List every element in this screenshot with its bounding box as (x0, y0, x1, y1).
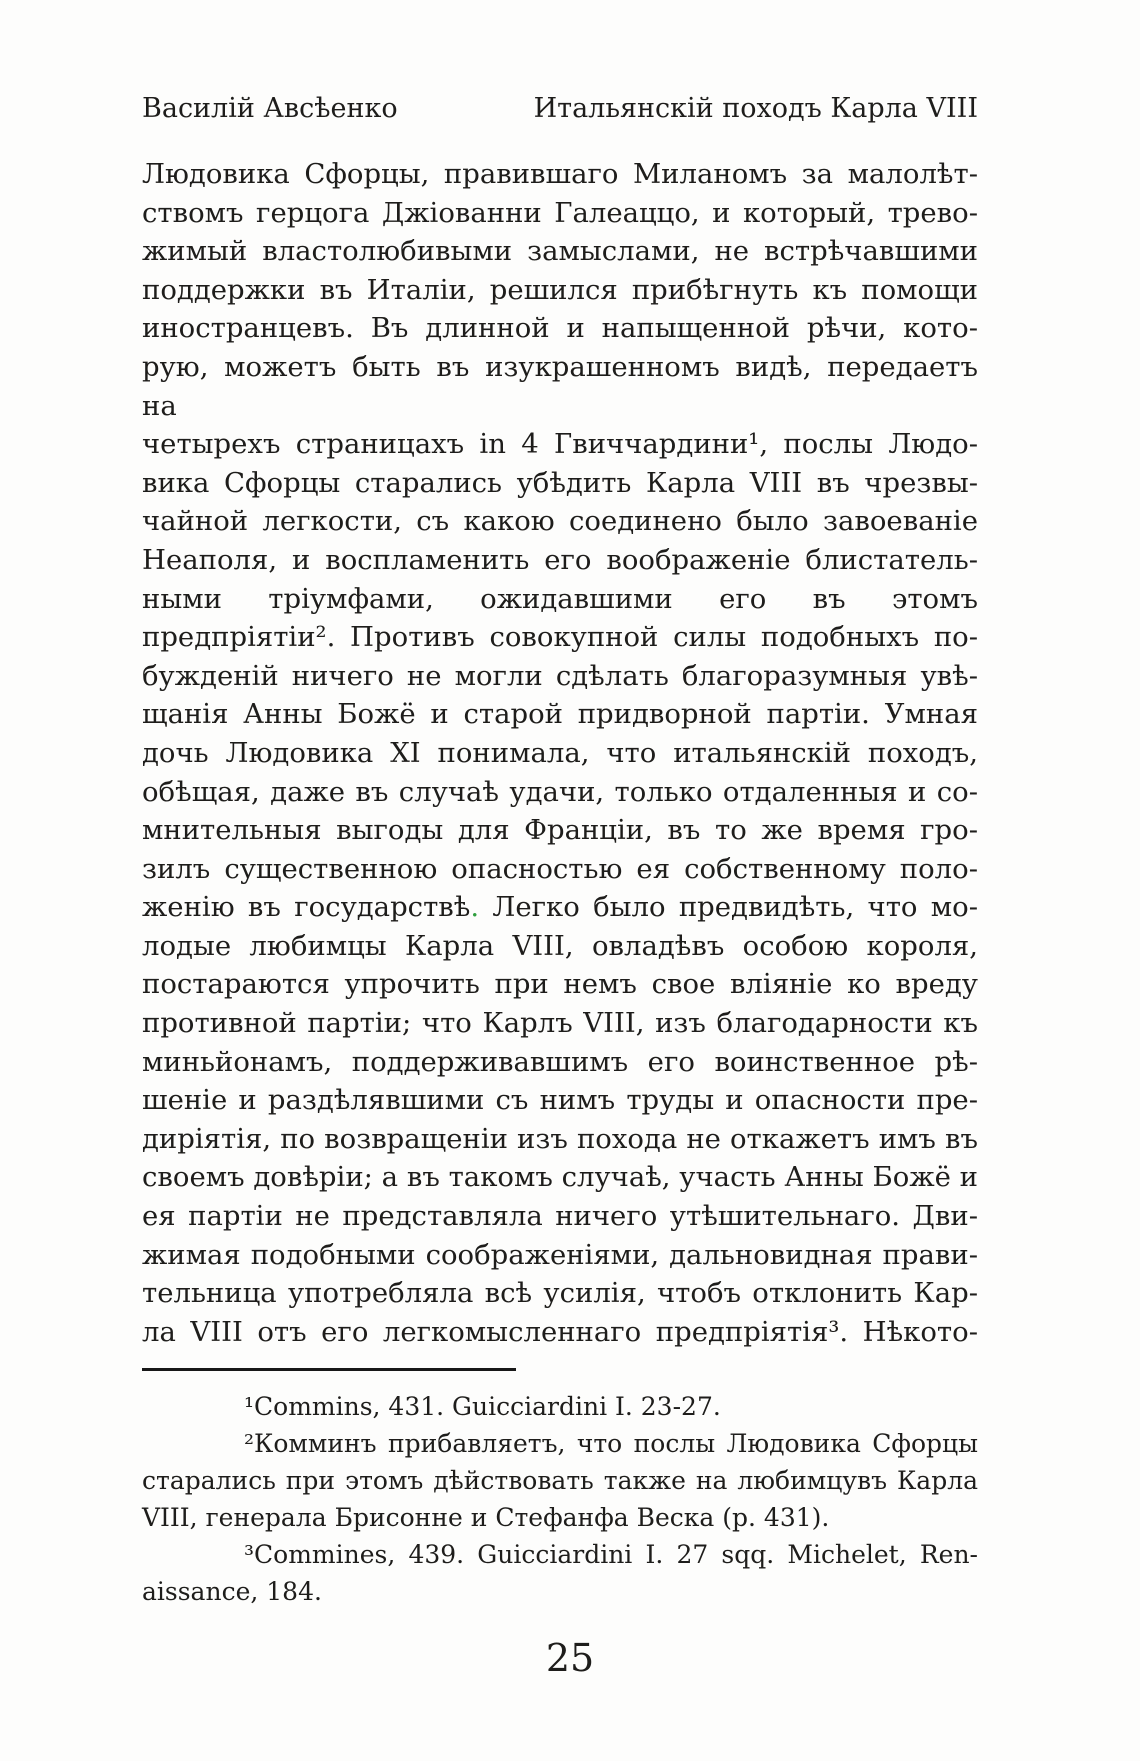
body-line (142, 1236, 978, 1275)
body-line (142, 580, 978, 619)
footnote-line: старались при этомъ дѣйствовать также на любимцувъ Карла (142, 1466, 978, 1495)
footnote-line: ²Комминъ прибавляетъ, что послы Людовика Сфорцы (244, 1429, 978, 1458)
header-author: Василій Авсѣенко (142, 93, 398, 124)
body-line (142, 1043, 978, 1082)
text-segment: рую, можетъ быть въ изукрашенномъ видѣ, передаетъ на (142, 350, 978, 422)
text-segment: шеніе и раздѣлявшими съ нимъ труды и опасности пре- (142, 1084, 978, 1117)
footnote-line: ¹Commins, 431. Guicciardini I. 23-27. (244, 1392, 721, 1421)
text-segment: вика Сфорцы старались убѣдить Карла VIII въ чрезвы- (142, 466, 978, 499)
text-segment: зилъ существенною опасностью ея собственному поло- (142, 852, 978, 885)
body-line (142, 1120, 978, 1159)
body-line (142, 425, 978, 464)
page-number: 25 (545, 1636, 595, 1680)
body-line (142, 271, 978, 310)
text-segment: Легко было предвидѣть, что мо- (479, 891, 978, 924)
text-segment: ными тріумфами, ожидавшими его въ этомъ (142, 582, 978, 615)
text-segment: жимый властолюбивыми замыслами, не встрѣчавшими (142, 235, 978, 268)
body-line (142, 965, 978, 1004)
body-line (142, 1313, 978, 1352)
text-segment: обѣщая, даже въ случаѣ удачи, только отдаленныя и со- (142, 775, 978, 808)
footnote-divider (142, 1368, 516, 1371)
text-segment: Неаполя, и воспламенить его воображеніе блистатель- (142, 543, 978, 576)
text-segment: иностранцевъ. Въ длинной и напыщенной рѣчи, кото- (142, 312, 978, 345)
body-line (142, 232, 978, 271)
text-segment: Людовика Сфорцы, правившаго Миланомъ за малолѣт- (142, 158, 978, 190)
body-line (142, 194, 978, 233)
body-line (142, 1158, 978, 1197)
text-segment: тельница употребляла всѣ усилія, чтобъ отклонить Кар- (142, 1277, 978, 1310)
text-segment: лодые любимцы Карла VIII, овладѣвъ особою короля, (142, 929, 978, 962)
body-line (142, 1081, 978, 1120)
text-segment: ея партіи не представляла ничего утѣшительнаго. Дви- (142, 1200, 978, 1233)
text-segment: своемъ довѣріи; а въ такомъ случаѣ, участь Анны Божё и (142, 1161, 978, 1194)
body-line (142, 348, 978, 425)
body-line (142, 1197, 978, 1236)
text-segment: ла VIII отъ его легкомысленнаго предпріятія³. Нѣкото- (142, 1315, 978, 1348)
body-line (142, 1274, 978, 1313)
text-segment: женію въ государствѣ (142, 891, 471, 924)
body-line (142, 464, 978, 503)
body-line (142, 927, 978, 966)
text-segment: поддержки въ Италіи, решился прибѣгнуть къ помощи (142, 273, 978, 306)
body-line (142, 155, 978, 194)
text-segment: ствомъ герцога Джіованни Галеаццо, и который, трево- (142, 196, 978, 229)
body-line (142, 695, 978, 734)
footnotes (142, 1388, 978, 1610)
body-line (142, 502, 978, 541)
body-line (142, 541, 978, 580)
text-segment: диріятія, по возвращеніи изъ похода не откажетъ имъ въ (142, 1122, 978, 1155)
body-line (142, 850, 978, 889)
text-segment: миньйонамъ, поддерживавшимъ его воинственное рѣ- (142, 1045, 978, 1078)
running-header (142, 90, 978, 128)
body-line (142, 811, 978, 850)
text-segment: дочь Людовика XI понимала, что итальянскій походъ, (142, 736, 978, 769)
text-segment: предпріятіи². Противъ совокупной силы подобныхъ по- (142, 621, 978, 654)
header-title: Итальянскій походъ Карла VIII (533, 93, 978, 124)
text-segment: жимая подобными соображеніями, дальновидная прави- (142, 1238, 978, 1271)
text-segment: четырехъ страницахъ in 4 Гвиччардини¹, послы Людо- (142, 428, 978, 461)
text-segment: бужденій ничего не могли сдѣлать благоразумныя увѣ- (142, 659, 978, 692)
body-line (142, 773, 978, 812)
body-line (142, 734, 978, 773)
body-text (142, 155, 978, 1351)
footnote-line: aissance, 184. (142, 1577, 322, 1606)
text-segment: щанія Анны Божё и старой придворной партіи. Умная (142, 698, 978, 731)
text-segment: мнительныя выгоды для Франціи, въ то же время гро- (142, 814, 978, 847)
body-line (142, 618, 978, 657)
footnote-line: VIII, генерала Брисонне и Стефанфа Веска (p. 431). (142, 1503, 830, 1532)
body-line (142, 657, 978, 696)
text-segment: чайной легкости, съ какою соединено было завоеваніе (142, 505, 978, 538)
text-segment: противной партіи; что Карлъ VIII, изъ благодарности къ (142, 1007, 978, 1040)
body-line (142, 309, 978, 348)
body-line (142, 888, 978, 927)
footnote-line: ³Commines, 439. Guicciardini I. 27 sqq. Michelet, Ren- (244, 1540, 978, 1569)
text-segment: постараются упрочить при немъ свое вліяніе ко вреду (142, 968, 978, 1001)
highlighted-period: . (470, 891, 480, 924)
body-line (142, 1004, 978, 1043)
